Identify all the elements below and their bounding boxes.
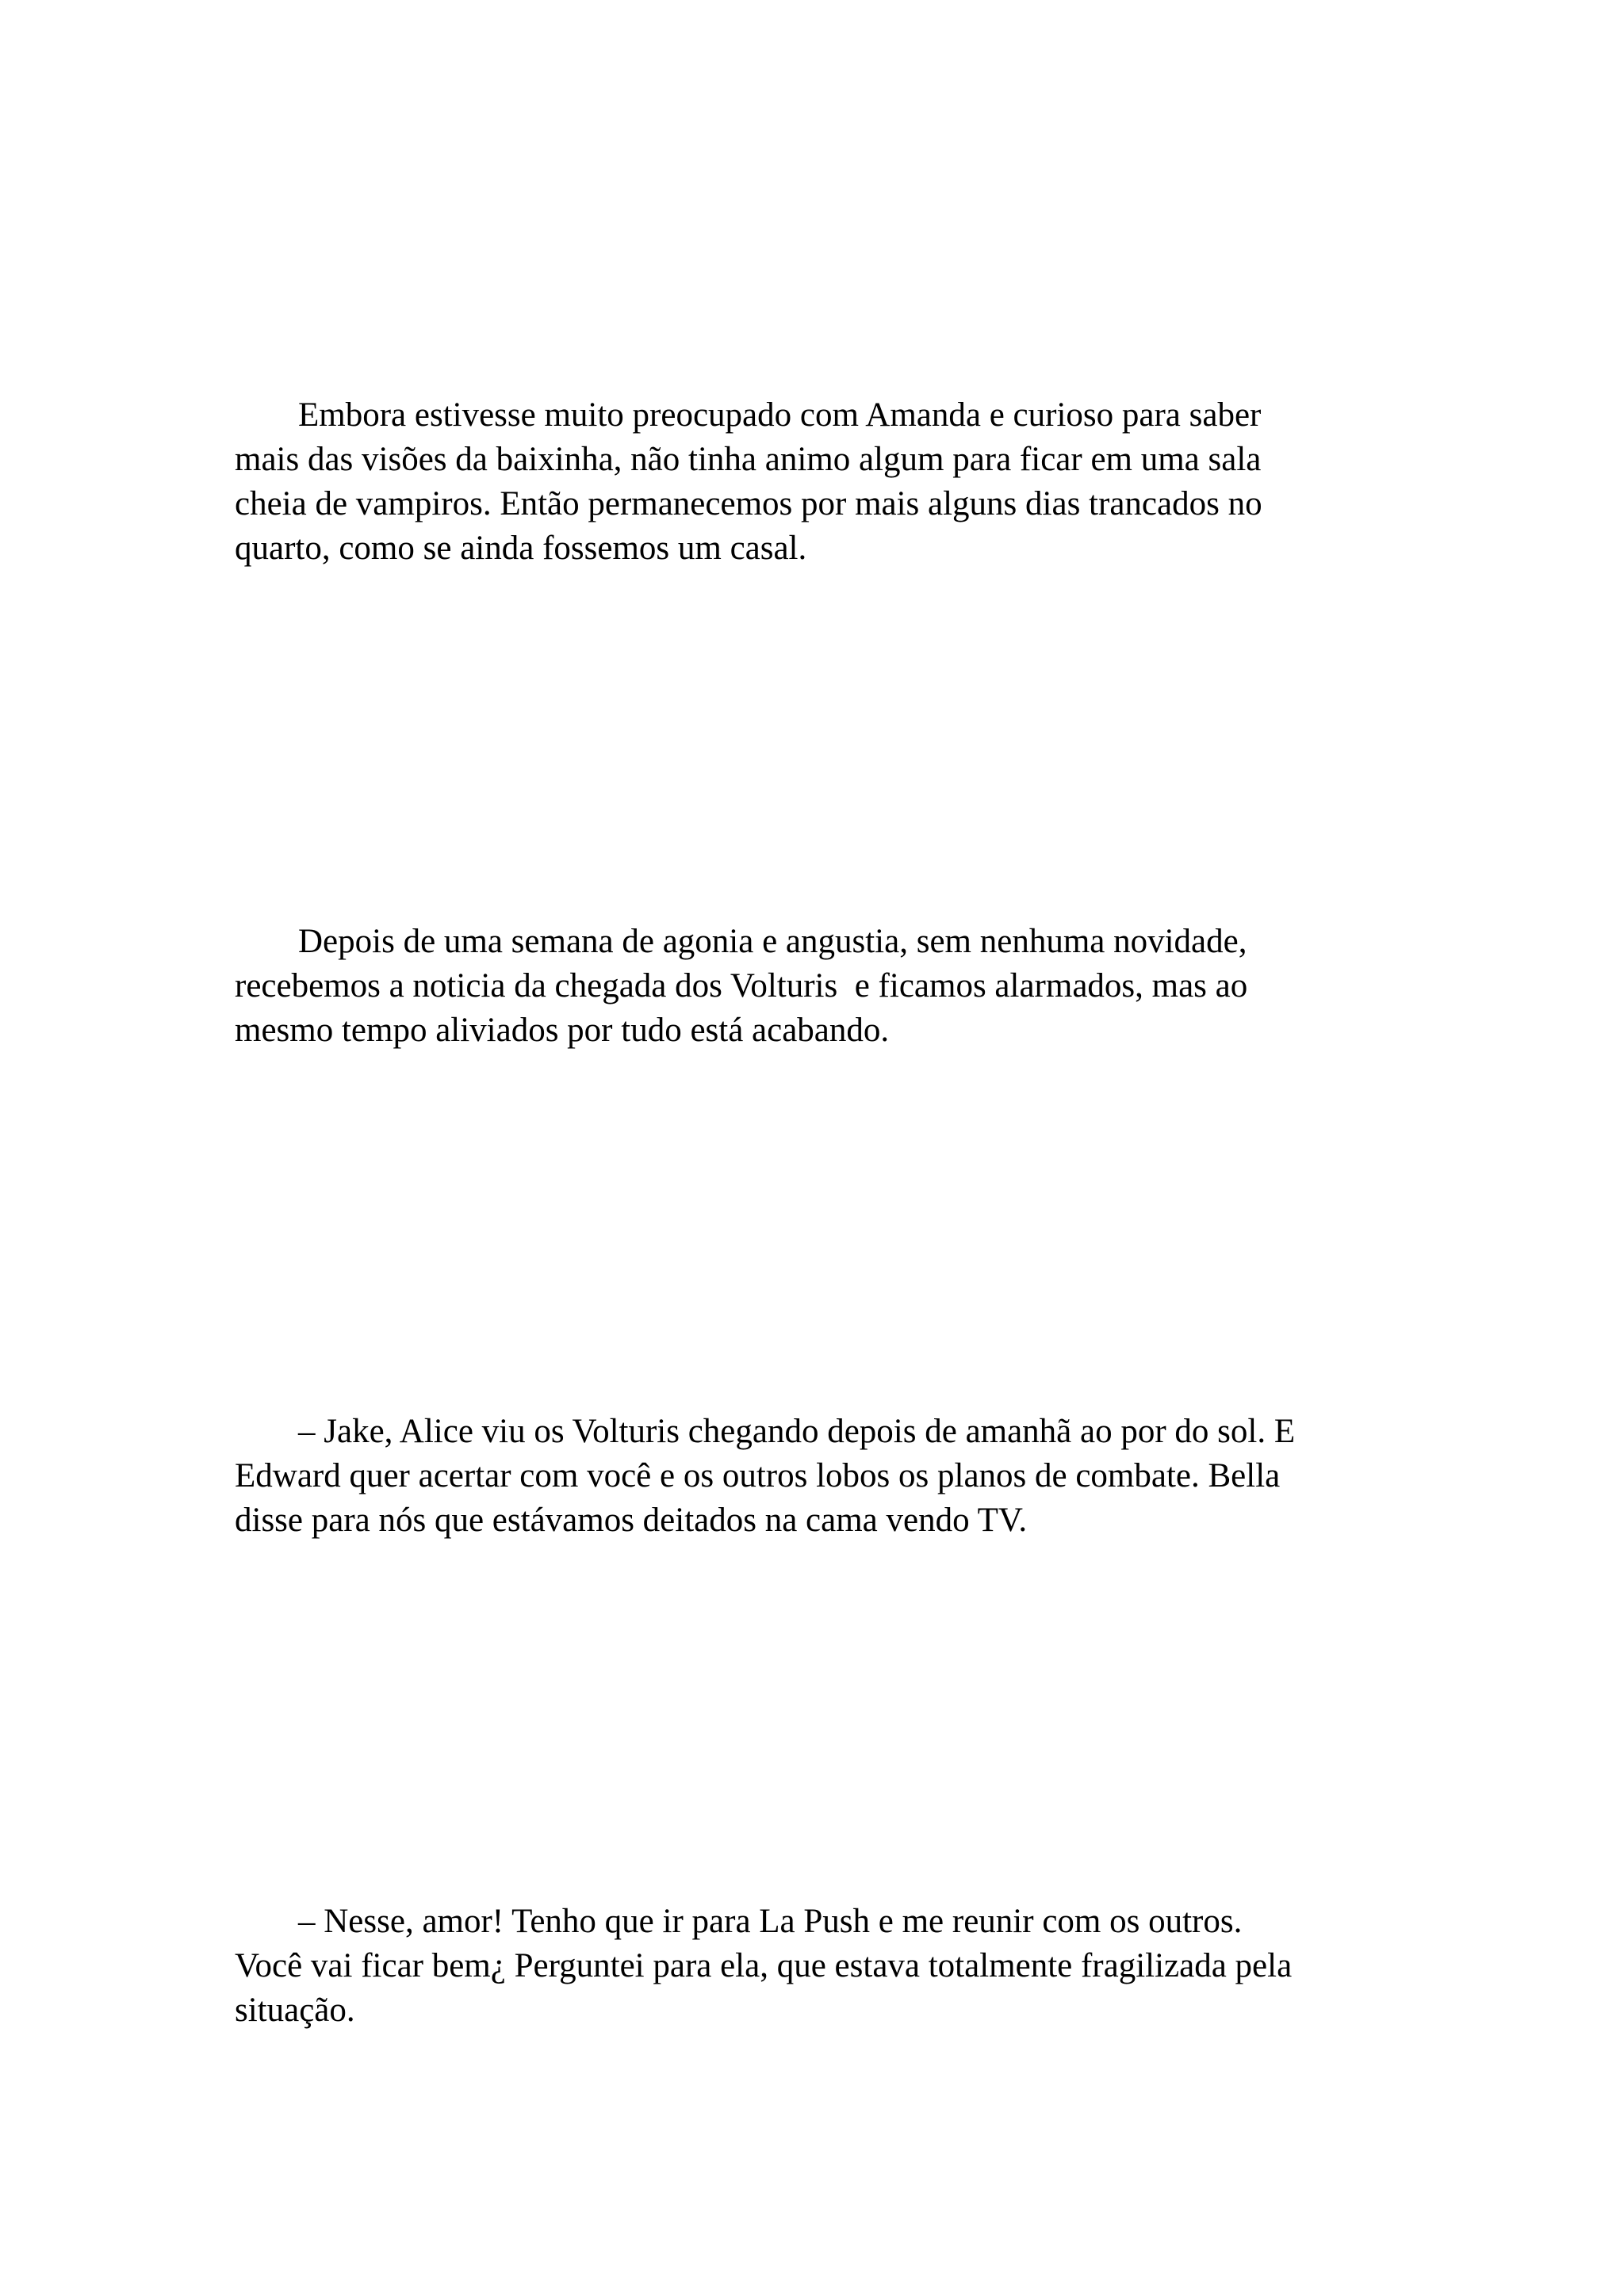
- paragraph-line: mais das visões da baixinha, não tinha animo algum para ficar em uma sala: [235, 441, 1262, 478]
- paragraph-4: [235, 1900, 1408, 2033]
- paragraph-line: cheia de vampiros. Então permanecemos por mais alguns dias trancados no: [235, 485, 1262, 522]
- paragraph-1: [235, 393, 1408, 571]
- paragraph-line: situação.: [235, 1992, 355, 2029]
- paragraph-line: Embora estivesse muito preocupado com Amanda e curioso para saber: [298, 396, 1262, 434]
- paragraph-3: [235, 1410, 1408, 1543]
- paragraph-line: Edward quer acertar com você e os outros lobos os planos de combate. Bella: [235, 1457, 1281, 1494]
- paragraph-line: mesmo tempo aliviados por tudo está acabando.: [235, 1012, 890, 1049]
- paragraph-line: Você vai ficar bem¿ Perguntei para ela, que estava totalmente fragilizada pela: [235, 1947, 1293, 1984]
- paragraph-line: – Jake, Alice viu os Volturis chegando depois de amanhã ao por do sol. E: [298, 1413, 1296, 1450]
- paragraph-line: Depois de uma semana de agonia e angustia, sem nenhuma novidade,: [298, 923, 1247, 960]
- paragraph-2: [235, 920, 1408, 1053]
- paragraph-line: disse para nós que estávamos deitados na cama vendo TV.: [235, 1502, 1028, 1539]
- paragraph-line: recebemos a noticia da chegada dos Volturis e ficamos alarmados, mas ao: [235, 967, 1248, 1004]
- paragraph-line: quarto, como se ainda fossemos um casal.: [235, 530, 807, 567]
- paragraph-line: – Nesse, amor! Tenho que ir para La Push e me reunir com os outros.: [298, 1903, 1243, 1940]
